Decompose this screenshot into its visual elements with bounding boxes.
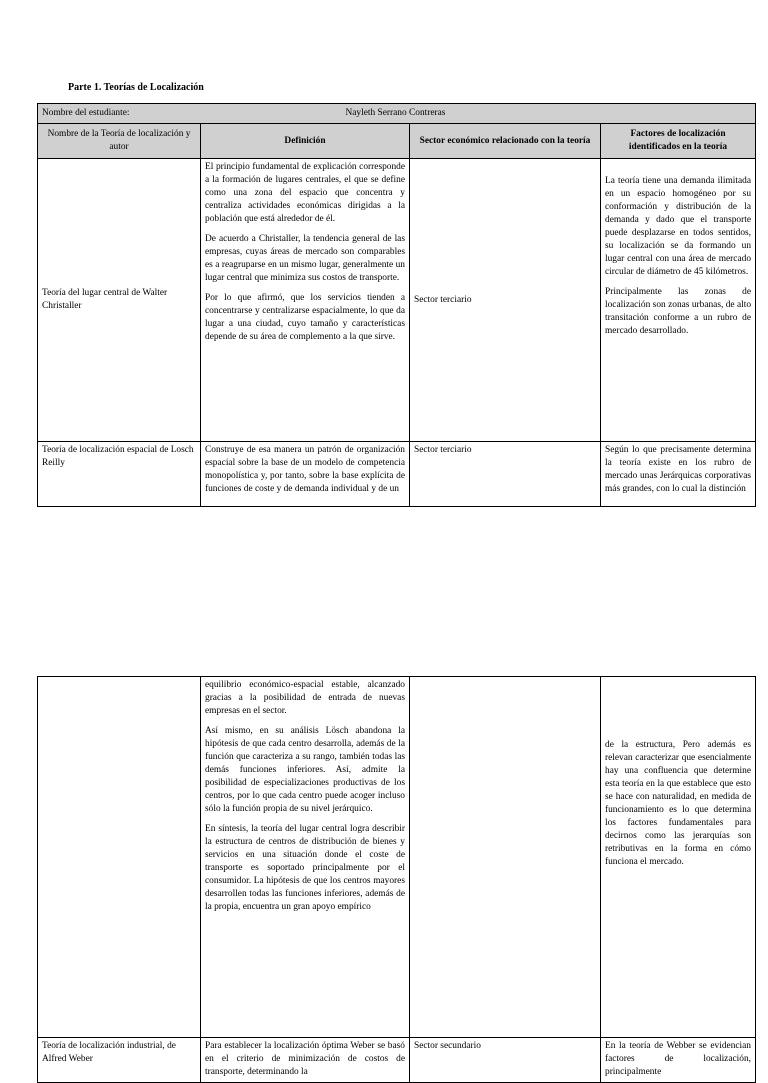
definition-paragraph: De acuerdo a Christaller, la tendencia general de las empresas, cuyas áreas de mercado son comparables es a reagruparse en un mismo lugar, generalmente un lugar central que minimiza sus costos de transporte. [205, 234, 405, 283]
definition-paragraph: Así mismo, en su análisis Lösch abandona la hipótesis de que cada centro desarrolla, además de la función que caracteriza a su rango, también todas las demás funciones inferiores. Así, admite la posibilidad de especializaciones productivas de los centros, por lo que cada centro puede acoger incluso sólo la función propia de su nivel jerárquico. [205, 726, 405, 814]
factors-cell [601, 1038, 756, 1083]
theory-cell: Teoría del lugar central de Walter Christaller [38, 159, 201, 442]
definition-paragraph: Para establecer la localización óptima Weber se basó en el criterio de minimización de costos de transporte, determinando la [205, 1041, 405, 1077]
header-factors: Factores de localización identificados en la teoría [601, 124, 756, 159]
table-row [38, 677, 756, 1038]
student-label: Nombre del estudiante: [42, 108, 130, 118]
theory-cell: Teoría de localización espacial de Losch Reilly [38, 442, 201, 507]
sector-cell: Sector terciario [410, 442, 601, 507]
factors-paragraph: La teoría tiene una demanda ilimitada en un espacio homogéneo por su conformación y distribución de la demanda y dado que el transporte puede desplazarse en todos sentidos, su localización se da formando un lugar central con una área de mercado circular de diámetro de 45 kilómetros. [605, 176, 752, 277]
table-row [38, 442, 756, 507]
factors-paragraph: Según lo que precisamente determina la teoría existe en los rubro de mercado unas Jerárquicas corporativas más grandes, con lo cual la distinción [605, 445, 752, 494]
table-row [38, 1038, 756, 1083]
theory-cell [38, 677, 201, 1038]
definition-cell [201, 159, 410, 442]
definition-cell [201, 1038, 410, 1083]
sector-cell: Sector secundario [410, 1038, 601, 1083]
document-page-top [0, 0, 768, 512]
header-row [38, 124, 756, 159]
header-sector: Sector económico relacionado con la teoría [410, 124, 601, 159]
theory-cell: Teoría de localización industrial, de Alfred Weber [38, 1038, 201, 1083]
factors-paragraph: de la estructura, Pero además es relevan caracterizar que esencialmente hay una confluencia que determine esta teoría en la que establece que esto se hace con naturalidad, en medida de funcionamiento es lo que determina los factores fundamentales para decirnos como las jerarquías son retributivas en la forma en cómo funciona el mercado. [605, 740, 751, 867]
table-row [38, 159, 756, 442]
definition-cell [201, 677, 410, 1038]
sector-cell: Sector terciario [410, 159, 601, 442]
header-theory: Nombre de la Teoría de localización y autor [38, 124, 201, 159]
factors-cell [601, 442, 756, 507]
definition-paragraph: equilibrio económico-espacial estable, alcanzado gracias a la posibilidad de entrada de nuevas empresas en el sector. [205, 680, 405, 716]
definition-paragraph: El principio fundamental de explicación corresponde a la formación de lugares centrales, el que se define como una zona del espacio que concentra y centraliza actividades económicas dirigidas a la población que está alrededor de él. [205, 162, 405, 224]
document-page-bottom [0, 676, 768, 1077]
header-definition: Definición [201, 124, 410, 159]
definition-paragraph: En síntesis, la teoría del lugar central logra describir la estructura de centros de distribución de bienes y servicios en una situación donde el coste de transporte es soportado principalmente por el consumidor. La hipótesis de que los centros mayores desarrollen todas las funciones inferiores, además de la propia, encuentra un gran apoyo empírico [205, 824, 405, 912]
definition-cell [201, 442, 410, 507]
factors-paragraph: Principalmente las zonas de localización son zonas urbanas, de alto transitación conforme a un rubro de mercado desarrollado. [605, 287, 752, 336]
student-cell [38, 104, 756, 124]
theories-table [37, 103, 756, 507]
definition-paragraph: Construye de esa manera un patrón de organización espacial sobre la base de un modelo de competencia monopolística y, por tanto, sobre la base explícita de funciones de coste y de demanda individual y de un [205, 445, 405, 494]
factors-cell [601, 677, 756, 1038]
factors-cell [601, 159, 756, 442]
sector-cell [410, 677, 601, 1038]
factors-paragraph: En la teoría de Webber se evidencian factores de localización, principalmente [605, 1041, 751, 1077]
section-heading: Parte 1. Teorías de Localización [68, 82, 204, 93]
student-row [38, 104, 756, 124]
student-name: Nayleth Serrano Contreras [345, 108, 446, 118]
theories-table-continued [37, 676, 756, 1083]
definition-paragraph: Por lo que afirmó, que los servicios tienden a concentrarse y centralizarse espacialmente, lo que da lugar a una ciudad, cuyo tamaño y características depende de su área de complemento a la que sirve. [205, 293, 405, 342]
